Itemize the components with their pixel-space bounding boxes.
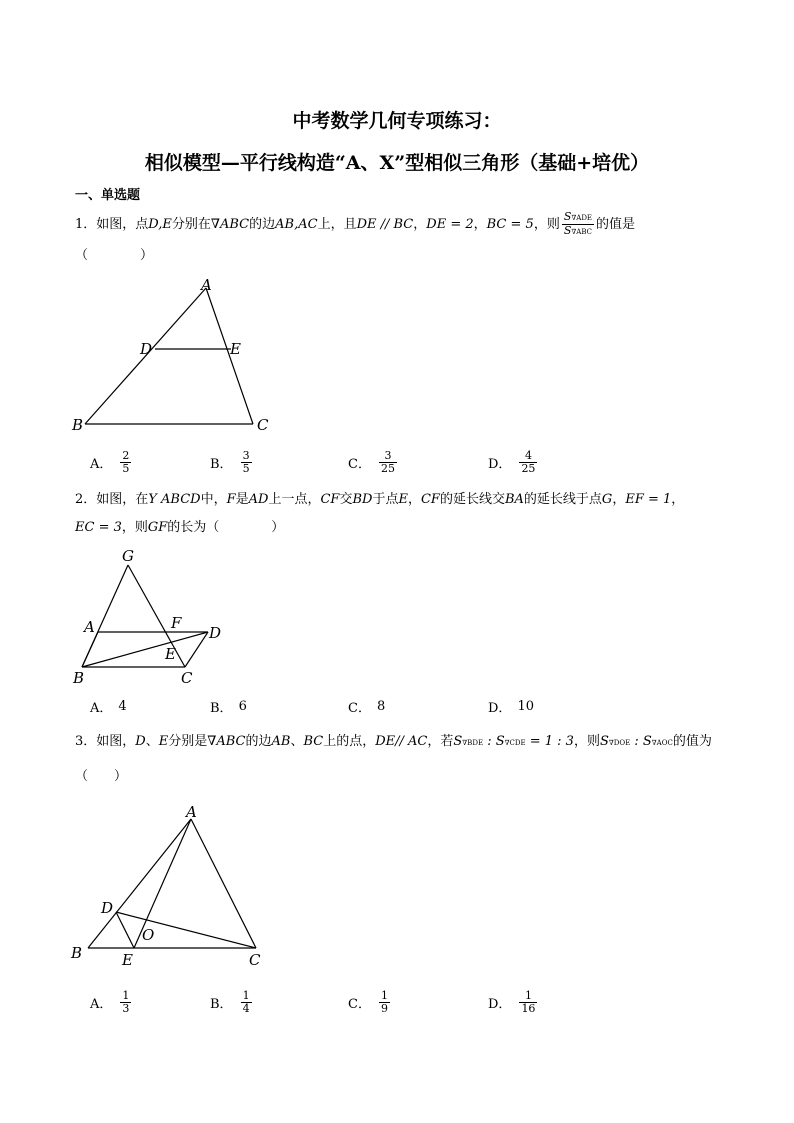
q2-option-c[interactable]: C． 8	[348, 698, 386, 716]
q3-triangle-figure	[65, 798, 280, 973]
q3-option-b[interactable]: B． $\frac{1}{4}$	[210, 988, 250, 1015]
q2-options	[90, 688, 550, 724]
q3-option-a[interactable]: A． $\frac{1}{3}$	[90, 988, 130, 1015]
q3-label-c: C	[249, 951, 261, 969]
q1-answer-paren: （ ）	[75, 248, 154, 263]
q1-label-a: A	[201, 276, 212, 294]
q2-extension-ga	[82, 565, 128, 667]
q2-label-e: E	[165, 645, 176, 663]
q1-triangle-figure	[70, 275, 280, 435]
question-1-text: 1．如图，点D,E分别在∇ABC的边AB,AC上，且DE // BC，DE = 2，BC = 5，则 $\frac{\text{S∇ADE}}{\text{S∇ABC}}$ 的值是	[75, 210, 636, 237]
q2-label-f: F	[171, 614, 182, 632]
q3-number: 3．	[75, 734, 97, 749]
q1-label-e: E	[230, 340, 241, 358]
q3-side-ab	[88, 819, 191, 948]
q1-option-b[interactable]: B． $\frac{3}{5}$	[210, 448, 250, 475]
title-line-1: 中考数学几何专项练习：	[292, 110, 502, 132]
q3-option-d[interactable]: D． $\frac{1}{16}$	[488, 988, 536, 1015]
q3-answer-paren: （ ）	[75, 769, 128, 784]
q3-options	[90, 984, 550, 1020]
question-3-text: 3．如图，D、E分别是∇ABC的边AB、BC上的点，DE// AC，若S∇BDE : S∇CDE = 1 : 3，则S∇DOE : S∇AOC的值为	[75, 734, 712, 749]
q2-label-c: C	[181, 669, 193, 687]
q3-segment-de	[116, 912, 134, 948]
q1-option-c[interactable]: C． $\frac{3}{25}$	[348, 448, 395, 475]
q2-parallelogram-figure	[70, 545, 240, 690]
q2-option-a[interactable]: A． 4	[90, 698, 127, 716]
q2-option-d[interactable]: D． 10	[488, 698, 534, 716]
q1-option-a[interactable]: A． $\frac{2}{5}$	[90, 448, 130, 475]
q2-label-b: B	[73, 669, 85, 687]
q1-option-d[interactable]: D． $\frac{4}{25}$	[488, 448, 536, 475]
q2-label-d: D	[209, 624, 222, 642]
q3-label-a: A	[186, 803, 197, 821]
q2-number: 2．	[75, 492, 97, 507]
q1-label-d: D	[140, 340, 153, 358]
q1-label-b: B	[72, 416, 84, 434]
question-2-text: 2．如图，在Y ABCD中，F是AD上一点，CF交BD于点E，CF的延长线交BA的延长线于点G，EF = 1，	[75, 492, 685, 507]
q2-label-g: G	[122, 547, 134, 565]
q2-option-b[interactable]: B． 6	[210, 698, 247, 716]
q1-label-c: C	[257, 416, 269, 434]
q1-options	[90, 444, 550, 480]
q1-number: 1．	[75, 217, 97, 232]
section-heading: 一、单选题	[75, 188, 141, 203]
q1-area-ratio-fraction: $\frac{\text{S∇ADE}}{\text{S∇ABC}}$	[563, 210, 593, 237]
q3-option-c[interactable]: C． $\frac{1}{9}$	[348, 988, 388, 1015]
title-line-2: 相似模型—平行线构造“A、X”型相似三角形（基础+培优）	[144, 152, 650, 174]
q3-side-ac	[191, 819, 256, 948]
q3-label-o: O	[142, 926, 155, 944]
q2-label-a: A	[84, 618, 95, 636]
question-2-text-line-2: EC = 3，则GF的长为（ ）	[75, 520, 285, 535]
q3-label-d: D	[101, 899, 114, 917]
q3-label-e: E	[122, 951, 133, 969]
q3-label-b: B	[71, 944, 83, 962]
